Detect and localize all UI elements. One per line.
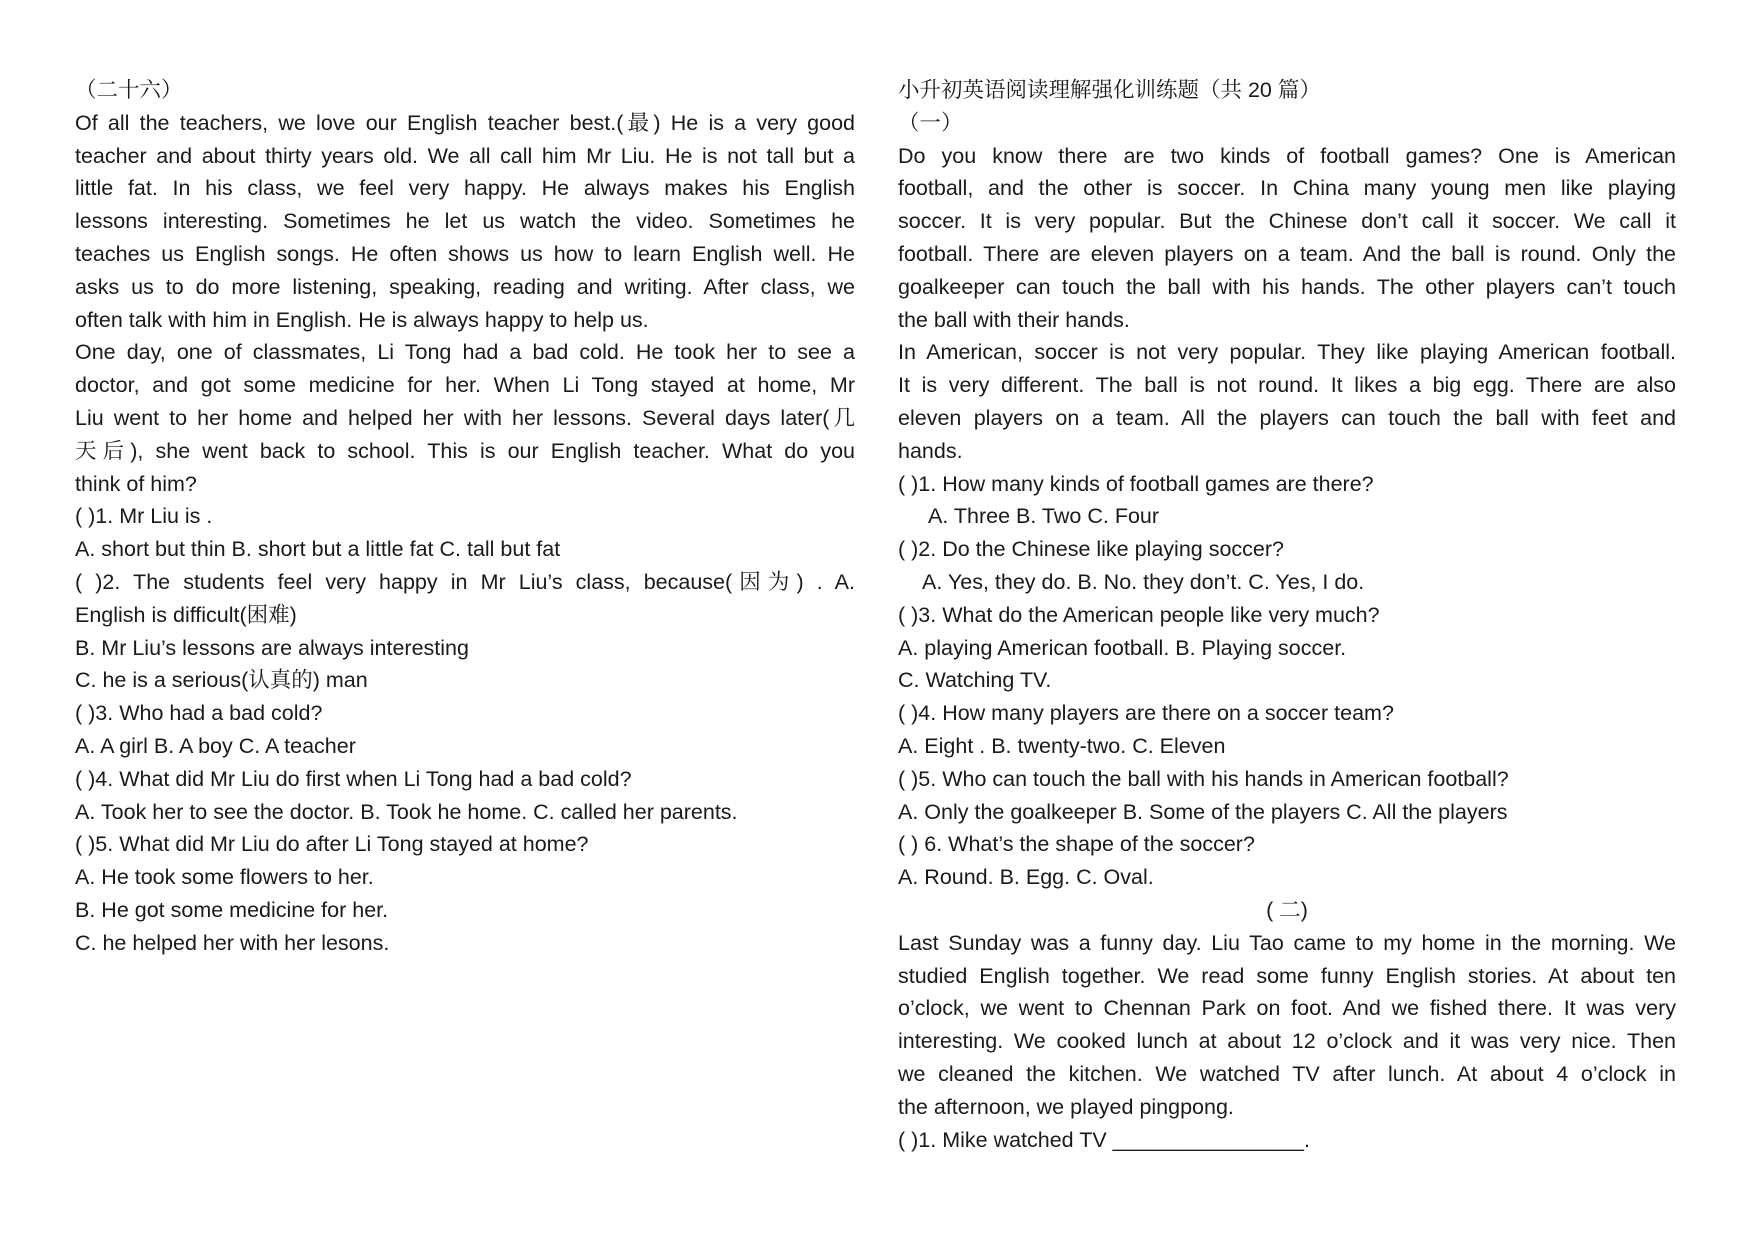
question-line: A. Yes, they do. B. No. they don’t. C. Yes, I do.: [922, 569, 1365, 594]
passage-line: Last Sunday was a funny day. Liu Tao came to my home in the morning. We: [898, 930, 1676, 955]
question-line: ( )3. Who had a bad cold?: [75, 701, 323, 726]
passage-line: interesting. We cooked lunch at about 12 o’clock and it was very nice. Then: [898, 1029, 1676, 1054]
passage-line: teaches us English songs. He often shows us how to learn English well. He: [75, 241, 855, 266]
passage-line: football, and the other is soccer. In China many young men like playing: [898, 176, 1676, 201]
passage-line: often talk with him in English. He is always happy to help us.: [75, 307, 649, 332]
question-line: A. playing American football. B. Playing soccer.: [898, 635, 1347, 660]
passage-line: In American, soccer is not very popular. They like playing American football.: [898, 340, 1676, 365]
passage-line: eleven players on a team. All the players can touch the ball with feet and: [898, 405, 1676, 430]
question-line: C. he helped her with her lesons.: [75, 930, 390, 955]
question-line: A. A girl B. A boy C. A teacher: [75, 733, 356, 758]
question-line: ( )5. What did Mr Liu do after Li Tong stayed at home?: [75, 832, 589, 857]
passage-line: 天后), she went back to school. This is our English teacher. What do you: [75, 438, 855, 463]
passage-line: One day, one of classmates, Li Tong had a bad cold. He took her to see a: [75, 340, 855, 365]
passage-line: o’clock, we went to Chennan Park on foot. And we fished there. It was very: [898, 996, 1676, 1021]
passage-line: teacher and about thirty years old. We all call him Mr Liu. He is not tall but a: [75, 143, 855, 168]
question-line: ( ) 6. What’s the shape of the soccer?: [898, 832, 1255, 857]
passage-line: studied English together. We read some funny English stories. At about ten: [898, 963, 1676, 988]
questions-26: [75, 500, 855, 959]
passage-line: Liu went to her home and helped her with her lessons. Several days later(几: [75, 405, 855, 430]
question-line: A. Took her to see the doctor. B. Took he home. C. called her parents.: [75, 799, 738, 824]
question-line: English is difficult(困难): [75, 602, 297, 627]
passage-26: [75, 107, 855, 501]
question-line: ( )2. Do the Chinese like playing soccer?: [898, 537, 1284, 562]
left-column: [75, 74, 855, 960]
question-line: ( )1. Mr Liu is .: [75, 504, 213, 529]
questions-1: [898, 468, 1676, 894]
question-line: B. He got some medicine for her.: [75, 897, 389, 922]
questions-2: [898, 1124, 1676, 1157]
question-line: C. he is a serious(认真的) man: [75, 668, 368, 693]
passage-line: the ball with their hands.: [898, 307, 1130, 332]
passage-line: the afternoon, we played pingpong.: [898, 1094, 1234, 1119]
section-heading-2: ( 二): [1266, 897, 1308, 922]
passage-line: think of him?: [75, 471, 197, 496]
passage-line: little fat. In his class, we feel very happy. He always makes his English: [75, 176, 855, 201]
passage-line: goalkeeper can touch the ball with his hands. The other players can’t touch: [898, 274, 1676, 299]
passage-line: doctor, and got some medicine for her. When Li Tong stayed at home, Mr: [75, 373, 855, 398]
question-line: A. Eight . B. twenty-two. C. Eleven: [898, 733, 1226, 758]
page-title: 小升初英语阅读理解强化训练题（共 20 篇）: [898, 78, 1321, 102]
question-line: ( )4. What did Mr Liu do first when Li Tong had a bad cold?: [75, 766, 632, 791]
passage-line: asks us to do more listening, speaking, reading and writing. After class, we: [75, 274, 855, 299]
question-line: A. Only the goalkeeper B. Some of the players C. All the players: [898, 799, 1508, 824]
question-line: ( )1. Mike watched TV ________________.: [898, 1127, 1310, 1152]
question-line: ( )4. How many players are there on a soccer team?: [898, 701, 1394, 726]
passage-line: It is very different. The ball is not round. It likes a big egg. There are also: [898, 373, 1676, 398]
question-line: A. short but thin B. short but a little fat C. tall but fat: [75, 537, 561, 562]
question-line: A. Round. B. Egg. C. Oval.: [898, 865, 1154, 890]
question-line: B. Mr Liu’s lessons are always interesting: [75, 635, 469, 660]
section-heading-1: （一）: [898, 110, 963, 135]
passage-2: [898, 927, 1676, 1124]
passage-line: hands.: [898, 438, 963, 463]
passage-line: soccer. It is very popular. But the Chinese don’t call it soccer. We call it: [898, 209, 1676, 234]
passage-line: football. There are eleven players on a team. And the ball is round. Only the: [898, 241, 1676, 266]
right-column: [898, 74, 1676, 1156]
question-line: A. Three B. Two C. Four: [928, 504, 1160, 529]
section-heading-26: （二十六）: [75, 78, 183, 102]
passage-1: [898, 140, 1676, 468]
question-line: ( )2. The students feel very happy in Mr Liu’s class, because(因为) . A.: [75, 569, 855, 594]
question-line: C. Watching TV.: [898, 668, 1052, 693]
passage-line: lessons interesting. Sometimes he let us watch the video. Sometimes he: [75, 209, 855, 234]
question-line: A. He took some flowers to her.: [75, 865, 374, 890]
passage-line: Do you know there are two kinds of football games? One is American: [898, 143, 1676, 168]
question-line: ( )5. Who can touch the ball with his hands in American football?: [898, 766, 1509, 791]
question-line: ( )3. What do the American people like very much?: [898, 602, 1380, 627]
passage-line: Of all the teachers, we love our English teacher best.(最) He is a very good: [75, 110, 855, 135]
question-line: ( )1. How many kinds of football games are there?: [898, 471, 1374, 496]
passage-line: we cleaned the kitchen. We watched TV after lunch. At about 4 o’clock in: [898, 1061, 1676, 1086]
